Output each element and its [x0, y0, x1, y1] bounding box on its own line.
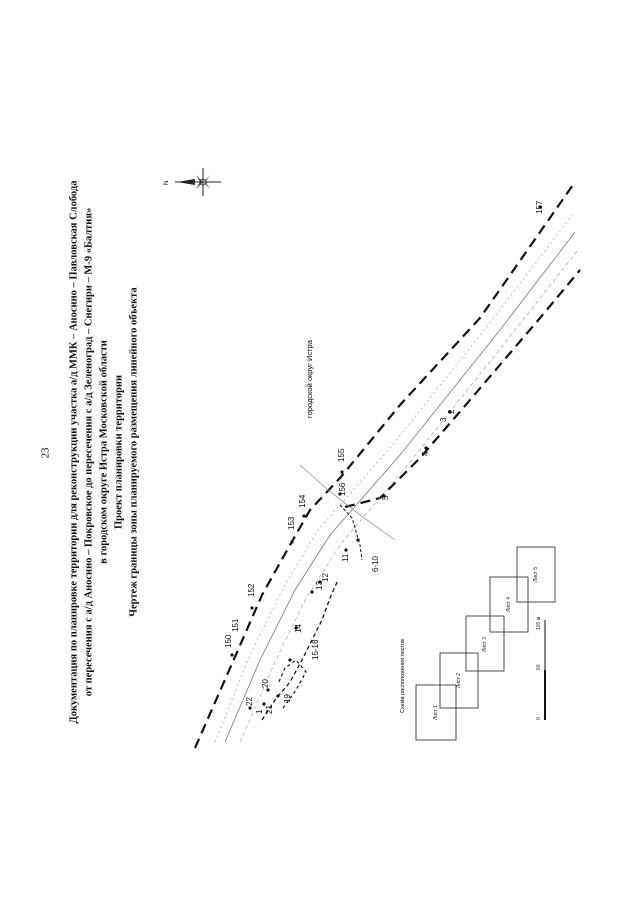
point-label-14: 14 [294, 624, 303, 633]
boundary-points [230, 205, 541, 709]
point-label-12: 12 [321, 573, 330, 582]
point-label-22: 22 [245, 697, 254, 706]
compass-label: N [164, 180, 170, 185]
point-label-6-10: 6-10 [371, 555, 380, 572]
scale-label-120: 120 м [536, 616, 542, 630]
title-line-1: Документация по планировке территории для реконструкции участка а/д ММК – Аносино – Павловская Слобода [68, 180, 80, 724]
point-label-157: 157 [535, 200, 544, 214]
side-road-2 [340, 505, 362, 560]
point-label-3: 3 [439, 417, 448, 422]
point-label-151: 151 [231, 618, 240, 632]
title-line-4: Проект планировки территории [113, 374, 125, 530]
boundary-north [195, 182, 575, 748]
title-line-3: в городском округе Истра Московской области [98, 340, 110, 564]
page-number: 23 [39, 447, 52, 459]
point-label-156: 156 [338, 482, 347, 496]
title-line-2: от пересечения с а/д Аносино – Покровское до пересечения с а/д Зеленоград – Снегири – М-9 «Балтия» [83, 207, 95, 697]
point-label-5: 5 [381, 495, 390, 500]
boundary-south [345, 270, 580, 507]
point-label-154: 154 [298, 494, 307, 508]
point-label-11: 11 [341, 553, 350, 562]
title-line-5: Чертеж границы зоны планируемого размещения линейного объекта [128, 287, 140, 617]
compass-rose-icon [175, 168, 221, 196]
point-label-21: 21 [265, 705, 274, 714]
point-label-155: 155 [337, 448, 346, 462]
point-label-4: 4 [421, 451, 430, 456]
point-label-152: 152 [247, 583, 256, 597]
point-label-19: 19 [283, 694, 292, 703]
inset-title: Схема расположения листов [400, 639, 406, 713]
sheet-label-1: Лист 1 [433, 704, 439, 720]
sheet-label-4: Лист 4 [506, 596, 512, 612]
point-label-150: 150 [224, 634, 233, 648]
point-label-20: 20 [261, 679, 270, 688]
point-label-2: 2 [447, 409, 456, 414]
road-edge-3 [215, 215, 572, 742]
side-road [300, 465, 395, 540]
point-label-153: 153 [287, 516, 296, 530]
point-label-1: 1 [255, 709, 264, 714]
sheet-label-2: Лист 2 [456, 672, 462, 688]
scale-label-60: 60 [536, 664, 542, 670]
sheet-label-3: Лист 3 [482, 636, 488, 652]
district-label: городской округ Истра [305, 340, 314, 418]
point-label-13: 13 [315, 581, 324, 590]
road-edge-2 [240, 250, 578, 742]
scale-label-0: 0 [536, 717, 542, 720]
sheet-label-5: Лист 5 [533, 566, 539, 582]
boundary-local-loop [262, 580, 338, 720]
point-label-15-18: 15-18 [311, 639, 320, 660]
